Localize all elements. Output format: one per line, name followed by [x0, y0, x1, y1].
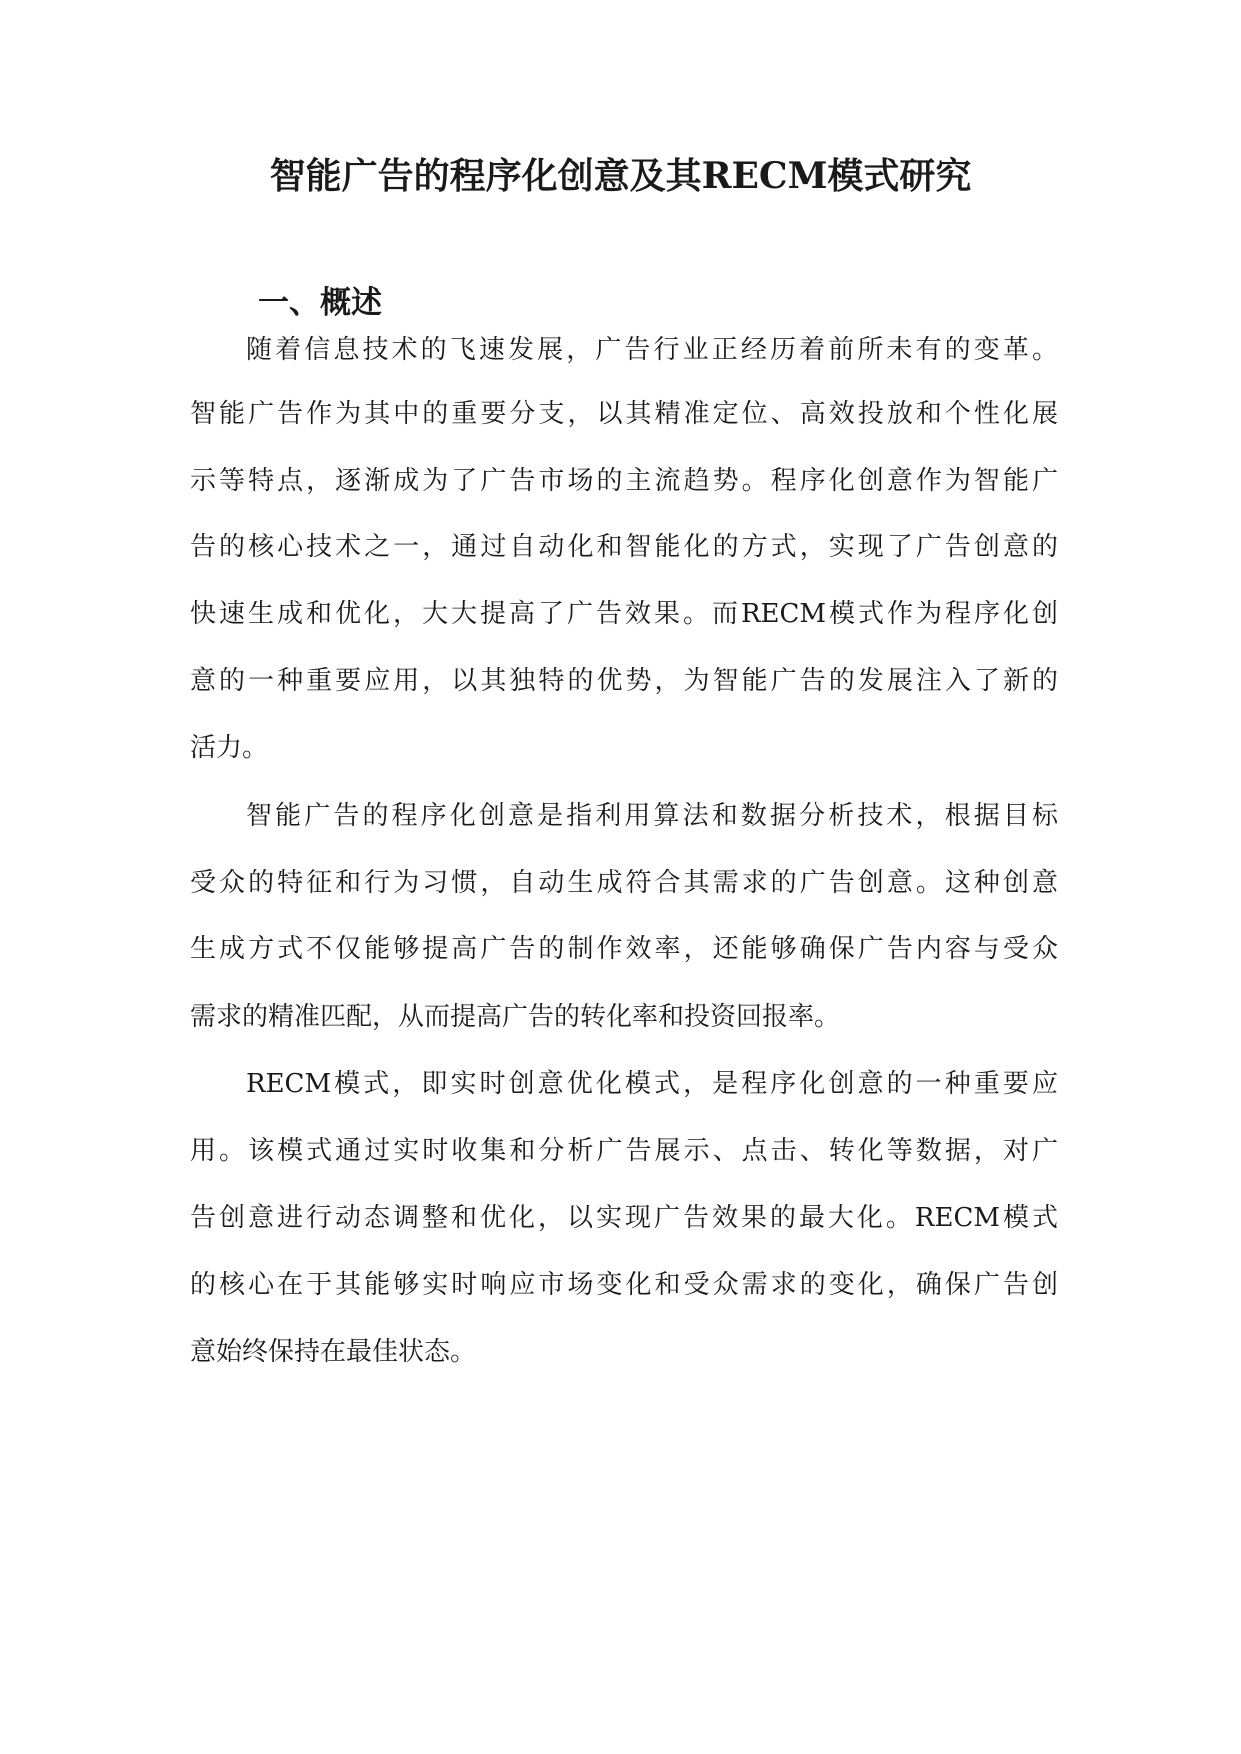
paragraph-3-line-4: 的核心在于其能够实时响应市场变化和受众需求的变化，确保广告创: [190, 1270, 1058, 1300]
paragraph-1-line-7: 活力。: [190, 733, 269, 763]
paragraph-2-line-3: 生成方式不仅能够提高广告的制作效率，还能够确保广告内容与受众: [190, 934, 1058, 964]
section-heading: 一、概述: [258, 285, 382, 321]
paragraph-1-line-4: 告的核心技术之一，通过自动化和智能化的方式，实现了广告创意的: [190, 532, 1058, 562]
paragraph-1-line-1: 随着信息技术的飞速发展，广告行业正经历着前所未有的变革。: [246, 335, 1058, 365]
paragraph-3-line-2: 用。该模式通过实时收集和分析广告展示、点击、转化等数据，对广: [190, 1136, 1058, 1166]
paragraph-1-line-6: 意的一种重要应用，以其独特的优势，为智能广告的发展注入了新的: [190, 666, 1058, 696]
paragraph-3-line-3: 告创意进行动态调整和优化，以实现广告效果的最大化。RECM模式: [190, 1203, 1058, 1233]
paragraph-1-line-2: 智能广告作为其中的重要分支，以其精准定位、高效投放和个性化展: [190, 399, 1058, 429]
paragraph-1-line-5: 快速生成和优化，大大提高了广告效果。而RECM模式作为程序化创: [190, 599, 1058, 629]
paragraph-2-line-4: 需求的精准匹配，从而提高广告的转化率和投资回报率。: [190, 1002, 841, 1032]
paragraph-3-line-5: 意始终保持在最佳状态。: [190, 1337, 477, 1367]
paragraph-1-line-3: 示等特点，逐渐成为了广告市场的主流趋势。程序化创意作为智能广: [190, 466, 1058, 496]
paragraph-2-line-2: 受众的特征和行为习惯，自动生成符合其需求的广告创意。这种创意: [190, 868, 1058, 898]
document-title: 智能广告的程序化创意及其RECM模式研究: [269, 155, 972, 197]
paragraph-3-line-1: RECM模式，即实时创意优化模式，是程序化创意的一种重要应: [246, 1069, 1058, 1099]
paragraph-2-line-1: 智能广告的程序化创意是指利用算法和数据分析技术，根据目标: [246, 801, 1058, 831]
